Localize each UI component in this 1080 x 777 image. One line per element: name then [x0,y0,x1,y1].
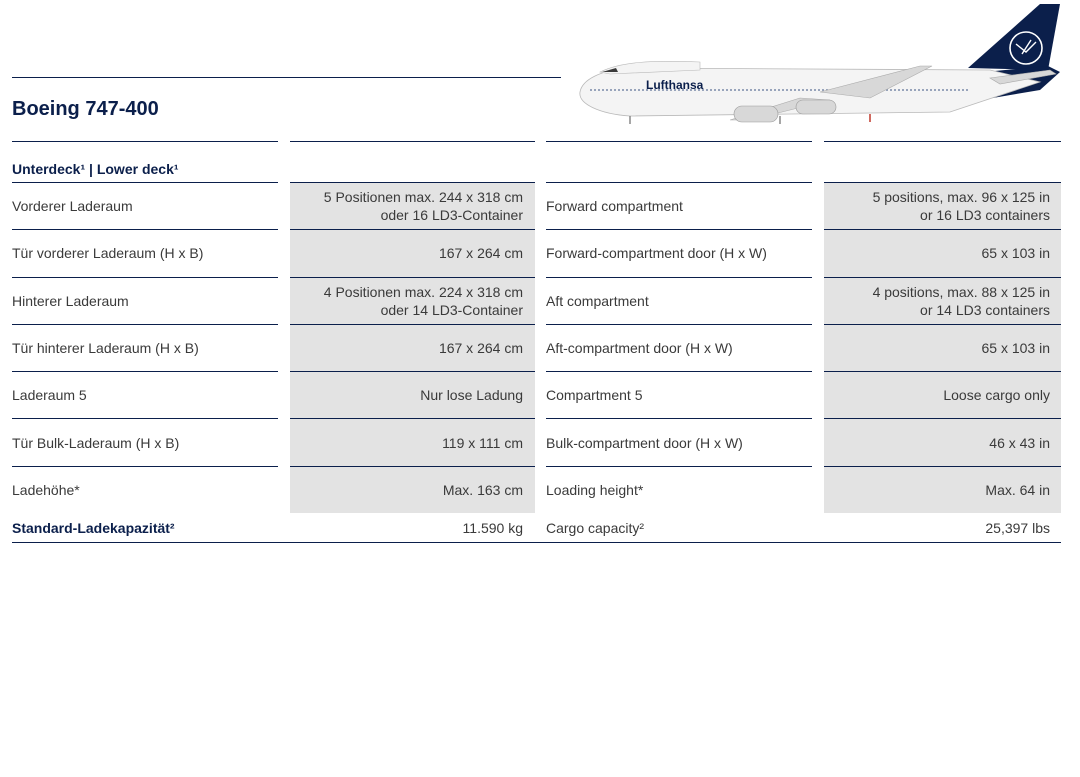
airplane-illustration [570,0,1060,130]
en-value: 4 positions, max. 88 x 125 in or 14 LD3 containers [824,278,1061,324]
column-rule [290,141,535,142]
de-label: Tür vorderer Laderaum (H x B) [12,245,204,262]
en-value: 5 positions, max. 96 x 125 in or 16 LD3 containers [824,183,1061,229]
de-value: 167 x 264 cm [290,325,535,371]
cargo-table [12,156,1061,543]
table-row [12,230,1061,277]
airline-wordmark: Lufthansa [646,78,704,92]
plane-engine [796,100,836,114]
table-row [12,467,1061,513]
de-label: Vorderer Laderaum [12,198,133,215]
total-de-value: 11.590 kg [462,519,523,536]
table-section-header [12,156,1061,183]
column-rule [824,141,1061,142]
en-label: Compartment 5 [546,387,643,404]
en-label: Aft-compartment door (H x W) [546,340,733,357]
en-label: Bulk-compartment door (H x W) [546,434,743,451]
table-row [12,183,1061,230]
de-value: 4 Positionen max. 224 x 318 cm oder 14 LD3-Container [290,278,535,324]
de-label: Hinterer Laderaum [12,292,129,309]
table-row [12,372,1061,419]
table-total-row [12,513,1061,543]
table-row [12,325,1061,372]
column-rule [546,141,812,142]
en-label: Forward-compartment door (H x W) [546,245,767,262]
de-label: Ladehöhe* [12,481,80,498]
page-title: Boeing 747-400 [12,98,159,120]
de-label: Tür Bulk-Laderaum (H x B) [12,434,180,451]
total-en-value: 25,397 lbs [985,519,1050,536]
en-label: Forward compartment [546,198,683,215]
de-label: Laderaum 5 [12,387,87,404]
en-value: Max. 64 in [824,467,1061,513]
de-value: Nur lose Ladung [290,372,535,418]
column-rule [12,141,278,142]
section-header-label: Unterdeck¹ | Lower deck¹ [12,161,179,177]
en-value: 65 x 103 in [824,325,1061,371]
en-label: Loading height* [546,481,644,498]
total-en-label: Cargo capacity² [546,519,645,536]
total-de-label: Standard-Ladekapazität² [12,519,175,536]
de-value: Max. 163 cm [290,467,535,513]
en-value: Loose cargo only [824,372,1061,418]
de-label: Tür hinterer Laderaum (H x B) [12,340,199,357]
de-value: 5 Positionen max. 244 x 318 cm oder 16 LD3-Container [290,183,535,229]
en-label: Aft compartment [546,292,649,309]
de-value: 167 x 264 cm [290,230,535,276]
de-value: 119 x 111 cm [290,419,535,465]
table-row [12,278,1061,325]
plane-engine [734,106,778,122]
en-value: 65 x 103 in [824,230,1061,276]
title-rule [12,77,561,78]
en-value: 46 x 43 in [824,419,1061,465]
table-row [12,419,1061,466]
